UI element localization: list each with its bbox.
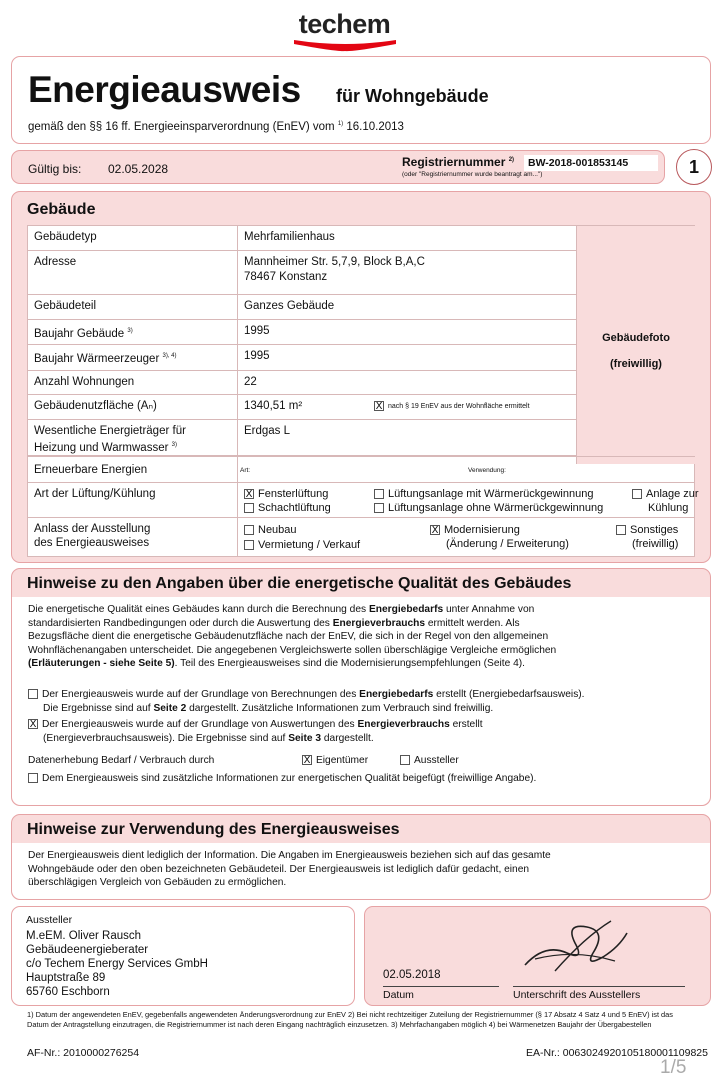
footnotes: 1) Datum der angewendeten EnEV, gegebenfalls angewendeten Änderungsverordnung zur EnEV 2) Bei nicht rechtzeitiger Zuteilung der Registriernummer (§ 17 Absatz 4 Satz 4 und 5 EnEV) ist das Datum der Antragstellung einzutragen, die Registriernummer ist nach deren Eingang nachträglich einzusetzen. 3) Mehrfachangaben möglich 4) bei Wärmenetzen Baujahr der Übergabestellen [27,1010,673,1029]
valid-until-date: 02.05.2028 [108,162,169,176]
logo-swoosh-icon [292,38,398,52]
row-issue-reason: Anlass der Ausstellung des Energieausweises Neubau Vermietung / Verkauf X Modernisierung (Änderung / Erweiterung) Sonstiges (freiwillig) [28,518,695,557]
doc-title-sub: für Wohngebäude [336,86,489,106]
title-section [11,56,711,144]
registration-number: BW-2018-001853145 [524,155,658,171]
registration-label: Registriernummer $^{2)}$ [402,155,515,169]
usage-paragraph: Der Energieausweis dient lediglich der Information. Die Angaben im Energieausweis beziehen sich auf das gesamte Wohngebäude oder den oben bezeichneten Gebäudeteil. Der Energieausweis ist lediglich dafür gedacht, einen überschlägigen Vergleich von Gebäuden zu ermöglichen. [28,850,551,888]
building-photo-placeholder: Gebäudefoto (freiwillig) [576,226,695,464]
area-method-checkbox[interactable]: X nach § 19 EnEV aus der Wohnfläche ermittelt [375,401,530,413]
row-construction-year: Baujahr Gebäude $^{3)}$ 1995 [28,320,576,345]
page-indicator: 1/5 [660,1057,687,1078]
signature-block [364,906,711,1006]
issuer-name: M.eEM. Oliver Rausch [26,930,142,942]
additional-info-checkbox[interactable]: Dem Energieausweis sind zusätzliche Informationen zur energetischen Qualität beigefügt (freiwillige Angabe). [28,772,536,786]
signature-icon [515,913,635,979]
notes-section-title: Hinweise zu den Angaben über die energetische Qualität des Gebäudes [27,575,572,592]
shaft-ventilation-checkbox[interactable]: Schachtlüftung [244,501,331,515]
signature-line [513,986,685,987]
date-line [383,986,499,987]
data-collection-label: Datenerhebung Bedarf / Verbrauch durch [28,755,215,766]
usage-section [11,814,711,900]
ventilation-with-recovery-checkbox[interactable]: Lüftungsanlage mit Wärmerückgewinnung [374,487,593,501]
issuer-city: 65760 Eschborn [26,986,110,998]
doc-legal-basis: gemäß den §§ 16 ff. Energieeinsparverordnung (EnEV) vom $^{1)}$ 16.10.2013 [28,121,404,133]
other-reason-checkbox[interactable]: Sonstiges (freiwillig) [616,523,678,551]
row-address: Adresse Mannheimer Str. 5,7,9, Block B,A,C 78467 Konstanz [28,251,576,295]
row-building-part: Gebäudeteil Ganzes Gebäude [28,295,576,320]
valid-until-label: Gültig bis: [28,162,82,176]
row-usable-area: Gebäudenutzfläche (Aₙ) 1340,51 m² X nach § 19 EnEV aus der Wohnfläche ermittelt [28,395,576,420]
issuer-title: Gebäudeenergieberater [26,944,149,956]
row-apartments: Anzahl Wohnungen 22 [28,371,576,395]
row-building-type: Gebäudetyp Mehrfamilienhaus [28,226,576,251]
rental-sale-checkbox[interactable]: Vermietung / Verkauf [244,538,360,552]
registration-note: (oder "Registriernummer wurde beantragt am...") [402,171,543,178]
usage-section-title: Hinweise zur Verwendung des Energieausweises [27,821,400,838]
validity-section [11,150,665,184]
notes-section [11,568,711,806]
window-ventilation-checkbox[interactable]: X Fensterlüftung [245,488,329,501]
row-renewables: Erneuerbare Energien Art: Verwendung: [28,456,695,483]
consumption-certificate-option[interactable]: X Der Energieausweis wurde auf der Grundlage von Auswertungen des Energieverbrauchs erstellt (Energieverbrauchsausweis). Die Ergebnisse sind auf Seite 3 dargestellt. [29,719,483,744]
issuer-label: Aussteller [26,914,73,926]
new-building-checkbox[interactable]: Neubau [244,523,297,537]
techem-logo [282,10,407,54]
page-number-badge: 1 [676,149,712,185]
issuer-company: c/o Techem Energy Services GmbH [26,958,208,970]
owner-checkbox[interactable]: X Eigentümer [303,755,369,767]
ea-number: EA-Nr.: 00630249201051800011098​25 [526,1047,708,1059]
building-section [11,191,711,563]
modernization-checkbox[interactable]: X Modernisierung (Änderung / Erweiterung) [431,524,569,550]
af-number: AF-Nr.: 2010000276254 [27,1047,140,1059]
building-section-title: Gebäude [27,201,96,218]
issuer-block [11,906,355,1006]
row-ventilation: Art der Lüftung/Kühlung X Fensterlüftung Schachtlüftung Lüftungsanlage mit Wärmerückgewinnung Lüftungsanlage ohne Wärmerückgewinnung Anlage zur Kühlung [28,483,695,518]
notes-paragraph: Die energetische Qualität eines Gebäudes kann durch die Berechnung des Energiebedarfs unter Annahme von standardisierten Randbedingungen oder durch die Auswertung des Energieverbrauchs ermittelt werden. Als Bezugsfläche dient die energetische Gebäudenutzfläche nach der EnEV, die sich in der Regel von den allgemeinen Wohnflächenangaben unterscheidet. Die angegebenen Vergleichswerte sollen überschlägige Vergleiche ermöglichen (Erläuterungen - siehe Seite 5). Teil des Energieausweises sind die Modernisierungsempfehlungen (Seite 4). [28,604,557,669]
issuer-checkbox[interactable]: Aussteller [400,754,459,768]
row-heater-year: Baujahr Wärmeerzeuger $^{3), 4)}$ 1995 [28,345,576,371]
demand-certificate-option[interactable]: Der Energieausweis wurde auf der Grundlage von Berechnungen des Energiebedarfs erstellt (Energiebedarfsausweis). Die Ergebnisse sind auf Seite 2 dargestellt. Zusätzliche Informationen zum Verbrauch sind freiwillig. [28,688,585,715]
ventilation-without-recovery-checkbox[interactable]: Lüftungsanlage ohne Wärmerückgewinnung [374,501,603,515]
logo-text: techem [298,9,391,39]
date-label: Datum [383,989,414,1001]
signature-date: 02.05.2018 [383,969,441,981]
signature-label: Unterschrift des Ausstellers [513,989,641,1001]
issuer-street: Hauptstraße 89 [26,972,106,984]
cooling-checkbox[interactable]: Anlage zur Kühlung [632,487,699,515]
doc-title: Energieausweis [28,69,301,110]
building-table [27,225,699,557]
row-energy-source: Wesentliche Energieträger für Heizung und Warmwasser $^{3)}$ Erdgas L [28,420,576,456]
